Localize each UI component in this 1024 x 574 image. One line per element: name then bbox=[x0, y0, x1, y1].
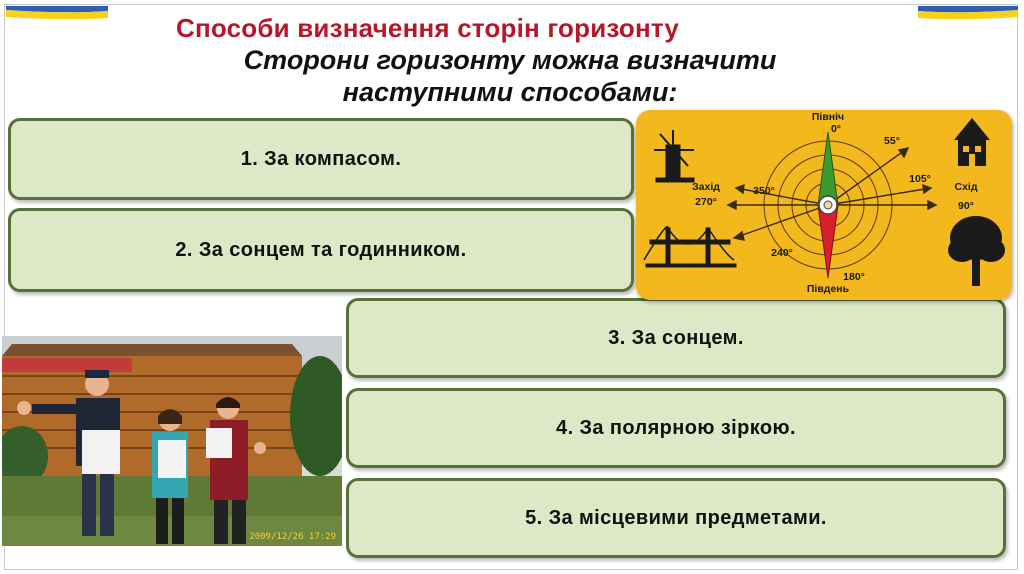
east-label: Схід bbox=[954, 181, 978, 193]
method-label: 1. За компасом. bbox=[240, 147, 402, 170]
ukraine-flag-ribbon-right bbox=[918, 6, 1018, 28]
method-label: 4. За полярною зіркою. bbox=[556, 416, 796, 439]
north-label: Північ bbox=[811, 111, 845, 123]
south-degrees: 180° bbox=[843, 271, 865, 283]
ukraine-flag-ribbon-left bbox=[6, 6, 108, 28]
method-label: 5. За місцевими предметами. bbox=[525, 506, 827, 529]
method-card-compass bbox=[8, 118, 634, 200]
slide-subtitle bbox=[150, 44, 870, 108]
south-label: Південь bbox=[806, 283, 850, 295]
method-card-sun bbox=[346, 298, 1006, 378]
group-photo bbox=[2, 336, 342, 546]
slide-title: Способи визначення сторін горизонту bbox=[176, 13, 680, 43]
west-label: Захід bbox=[692, 181, 720, 193]
method-card-polar-star bbox=[346, 388, 1006, 468]
method-card-local-objects bbox=[346, 478, 1006, 558]
method-label: 2. За сонцем та годинником. bbox=[175, 238, 467, 261]
degree-350: 350° bbox=[753, 185, 775, 197]
subtitle-line-1: Сторони горизонту можна визначити bbox=[243, 45, 777, 75]
degree-240: 240° bbox=[771, 247, 793, 259]
method-card-sun-and-clock bbox=[8, 208, 634, 292]
compass-diagram bbox=[636, 110, 1012, 300]
degree-105: 105° bbox=[909, 173, 931, 185]
east-degrees: 90° bbox=[958, 200, 974, 212]
photo-timestamp: 2009/12/26 17:29 bbox=[249, 532, 336, 542]
north-degrees: 0° bbox=[830, 123, 842, 135]
west-degrees: 270° bbox=[695, 196, 717, 208]
method-label: 3. За сонцем. bbox=[608, 326, 744, 349]
subtitle-line-2: наступними способами: bbox=[342, 77, 678, 107]
degree-55: 55° bbox=[884, 135, 900, 147]
